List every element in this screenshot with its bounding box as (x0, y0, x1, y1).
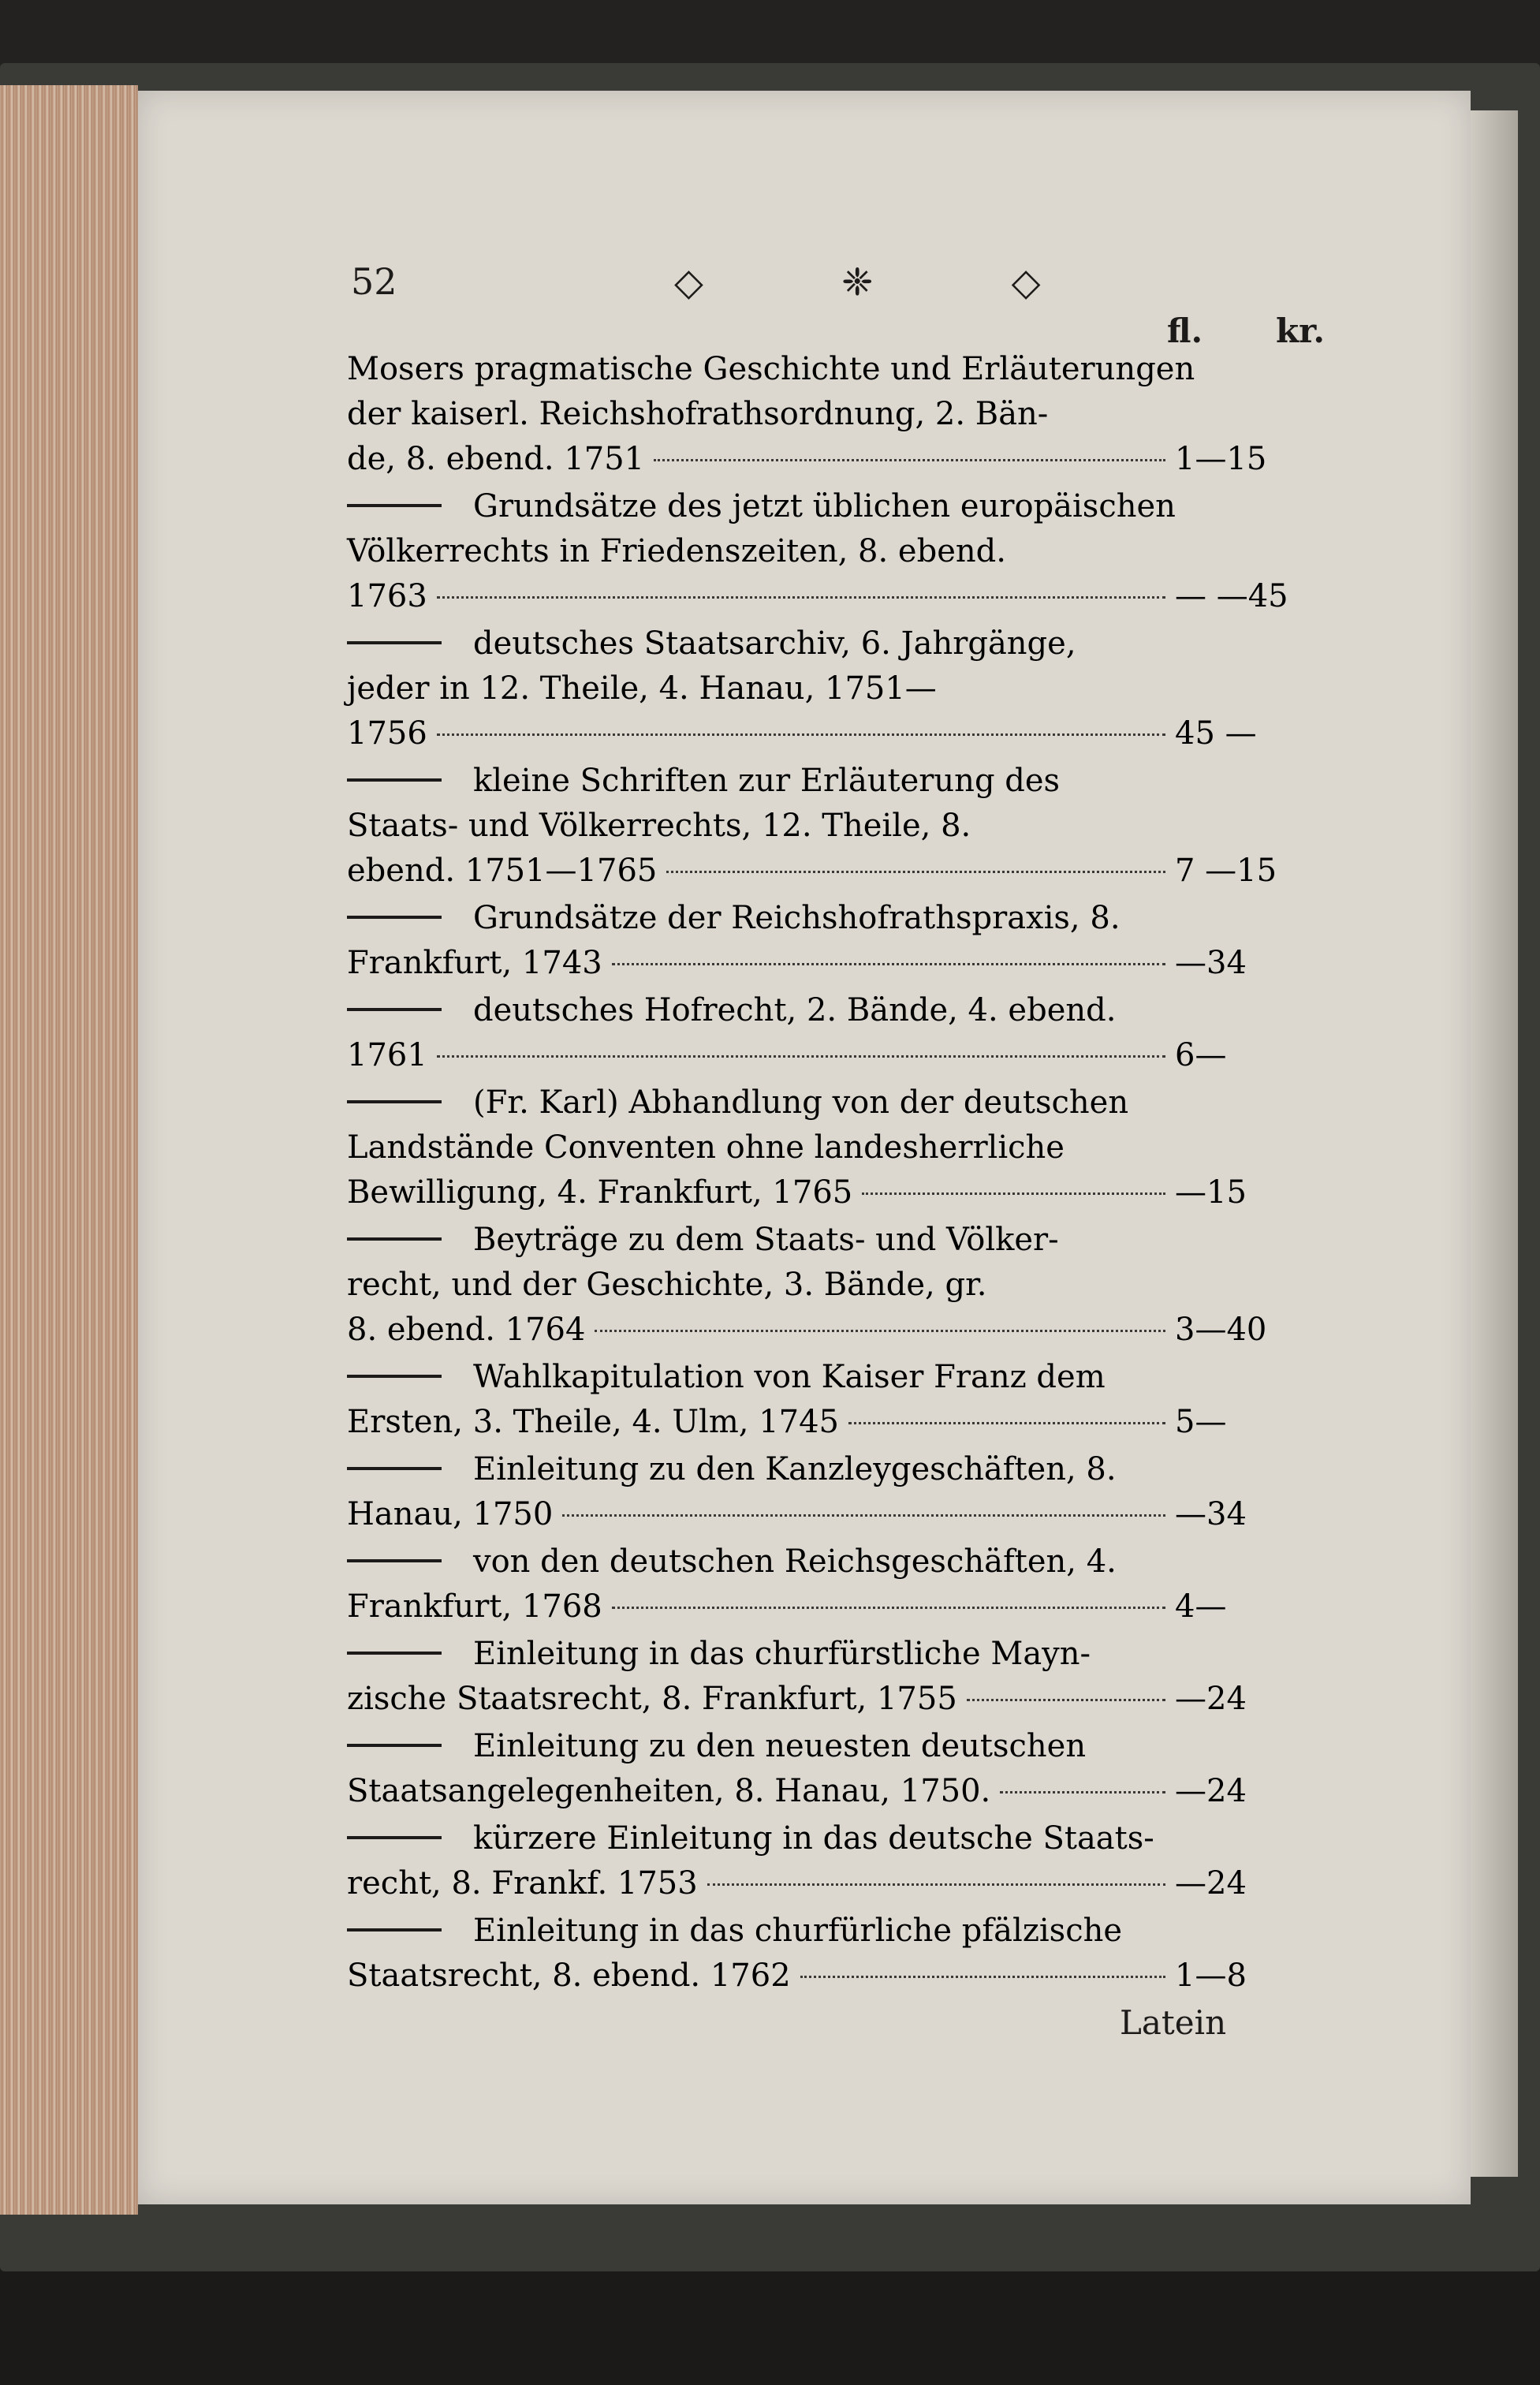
entry-text: Staats- und Völkerrechts, 12. Theile, 8. (347, 808, 971, 844)
entry-text: Völkerrechts in Friedenszeiten, 8. ebend. (347, 533, 1006, 569)
catalog-entry (347, 1540, 1325, 1629)
entry-text: de, 8. ebend. 1751 (347, 441, 645, 477)
repeat-author-dash (347, 1928, 442, 1932)
entry-text: recht, und der Geschichte, 3. Bände, gr. (347, 1267, 987, 1303)
entry-text: 8. ebend. 1764 (347, 1312, 586, 1348)
dot-leader (848, 1422, 1165, 1424)
dot-leader (1000, 1791, 1165, 1793)
entry-price: 7 —15 (1175, 853, 1277, 889)
repeat-author-dash (347, 641, 442, 644)
catalog-entry (347, 484, 1325, 619)
entry-price: 3—40 (1175, 1312, 1267, 1348)
repeat-author-dash (347, 1100, 442, 1103)
catalog-entries (347, 347, 1325, 2001)
entry-line (347, 804, 1325, 849)
entry-line (347, 1540, 1325, 1584)
column-kr: kr. (1276, 312, 1325, 350)
entry-text: Grundsätze des jetzt üblichen europäischen (473, 488, 1176, 524)
catalog-entry (347, 1355, 1325, 1445)
entry-price: 4— (1175, 1588, 1227, 1625)
entry-text: Hanau, 1750 (347, 1496, 554, 1532)
entry-line (347, 1632, 1325, 1677)
repeat-author-dash (347, 916, 442, 919)
dot-leader (612, 963, 1165, 965)
entry-line (347, 1308, 1325, 1353)
dot-leader (800, 1976, 1165, 1978)
entry-price: 5— (1175, 1404, 1227, 1440)
entry-line (347, 574, 1325, 619)
entry-price: —24 (1175, 1773, 1247, 1809)
catchword: Latein (1120, 2003, 1227, 2042)
entry-text: Bewilligung, 4. Frankfurt, 1765 (347, 1174, 853, 1211)
entry-price: —34 (1175, 1496, 1247, 1532)
entry-line (347, 666, 1325, 711)
dot-leader (707, 1883, 1165, 1886)
entry-text: Ersten, 3. Theile, 4. Ulm, 1745 (347, 1404, 840, 1440)
entry-text: kürzere Einleitung in das deutsche Staats- (473, 1820, 1154, 1857)
entry-line (347, 347, 1325, 392)
entry-line (347, 759, 1325, 804)
catalog-entry (347, 1447, 1325, 1537)
entry-text: Grundsätze der Reichshofrathspraxis, 8. (473, 900, 1121, 936)
entry-line (347, 1861, 1325, 1906)
entry-text: kleine Schriften zur Erläuterung des (473, 763, 1061, 799)
entry-text: Mosers pragmatische Geschichte und Erläuterungen (347, 351, 1195, 387)
column-fl: fl. (1167, 312, 1203, 350)
catalog-entry (347, 896, 1325, 986)
repeat-author-dash (347, 1237, 442, 1241)
repeat-author-dash (347, 504, 442, 507)
entry-text: zische Staatsrecht, 8. Frankfurt, 1755 (347, 1681, 957, 1717)
entry-line (347, 1677, 1325, 1722)
entry-text: ebend. 1751—1765 (347, 853, 658, 889)
entry-text: Wahlkapitulation von Kaiser Franz dem (473, 1359, 1106, 1395)
catalog-entry (347, 1081, 1325, 1215)
entry-text: Einleitung in das churfürliche pfälzische (473, 1913, 1123, 1949)
entry-line (347, 988, 1325, 1033)
entry-line (347, 1584, 1325, 1629)
entry-text: Frankfurt, 1768 (347, 1588, 602, 1625)
page-number: 52 (351, 260, 397, 303)
entry-line (347, 392, 1325, 437)
entry-line (347, 1081, 1325, 1125)
header-ornament: ◇ ❈ ◇ (674, 260, 1104, 304)
entry-line (347, 1218, 1325, 1263)
catalog-entry (347, 621, 1325, 756)
entry-text: 1756 (347, 715, 427, 752)
entry-line (347, 1400, 1325, 1445)
catalog-entry (347, 988, 1325, 1078)
entry-line (347, 849, 1325, 894)
repeat-author-dash (347, 778, 442, 782)
dot-leader (862, 1192, 1165, 1195)
dot-leader (562, 1514, 1165, 1517)
dot-leader (654, 459, 1165, 461)
dot-leader (967, 1699, 1165, 1701)
entry-line (347, 1263, 1325, 1308)
repeat-author-dash (347, 1744, 442, 1747)
entry-text: Einleitung zu den Kanzleygeschäften, 8. (473, 1451, 1117, 1487)
entry-line (347, 1769, 1325, 1814)
entry-text: recht, 8. Frankf. 1753 (347, 1865, 698, 1902)
dot-leader (666, 871, 1165, 873)
entry-line (347, 1909, 1325, 1954)
entry-line (347, 621, 1325, 666)
repeat-author-dash (347, 1008, 442, 1011)
entry-text: jeder in 12. Theile, 4. Hanau, 1751— (347, 670, 937, 707)
entry-text: 1761 (347, 1037, 427, 1073)
entry-price: 1—15 (1175, 441, 1267, 477)
entry-line (347, 1170, 1325, 1215)
entry-text: Landstände Conventen ohne landesherrliche (347, 1129, 1065, 1166)
entry-text: deutsches Staatsarchiv, 6. Jahrgänge, (473, 625, 1076, 662)
entry-line (347, 1125, 1325, 1170)
entry-price: —15 (1175, 1174, 1247, 1211)
entry-line (347, 1724, 1325, 1769)
catalog-entry (347, 1218, 1325, 1353)
entry-text: (Fr. Karl) Abhandlung von der deutschen (473, 1084, 1129, 1121)
entry-text: deutsches Hofrecht, 2. Bände, 4. ebend. (473, 992, 1117, 1028)
entry-line (347, 1492, 1325, 1537)
entry-price: 1—8 (1175, 1958, 1247, 1994)
entry-price: — —45 (1175, 578, 1288, 614)
entry-line (347, 711, 1325, 756)
entry-text: Staatsangelegenheiten, 8. Hanau, 1750. (347, 1773, 991, 1809)
entry-text: Frankfurt, 1743 (347, 945, 602, 981)
entry-line (347, 1954, 1325, 1999)
dot-leader (612, 1607, 1165, 1609)
entry-price: —24 (1175, 1865, 1247, 1902)
entry-line (347, 529, 1325, 574)
entry-line (347, 1447, 1325, 1492)
catalog-entry (347, 1909, 1325, 1999)
entry-line (347, 484, 1325, 529)
entry-line (347, 1355, 1325, 1400)
entry-text: von den deutschen Reichsgeschäften, 4. (473, 1543, 1117, 1580)
entry-text: Einleitung zu den neuesten deutschen (473, 1728, 1087, 1764)
entry-line (347, 1033, 1325, 1078)
repeat-author-dash (347, 1652, 442, 1655)
entry-line (347, 896, 1325, 941)
repeat-author-dash (347, 1467, 442, 1470)
catalog-entry (347, 1632, 1325, 1722)
catalog-entry (347, 759, 1325, 894)
entry-line (347, 941, 1325, 986)
entry-line (347, 437, 1325, 482)
dot-leader (437, 733, 1165, 736)
dot-leader (595, 1330, 1165, 1332)
repeat-author-dash (347, 1375, 442, 1378)
catalog-entry (347, 347, 1325, 482)
facing-page-edge (1471, 110, 1518, 2177)
entry-price: —24 (1175, 1681, 1247, 1717)
repeat-author-dash (347, 1836, 442, 1839)
entry-text: 1763 (347, 578, 427, 614)
catalog-entry (347, 1816, 1325, 1906)
entry-text: Beyträge zu dem Staats- und Völker- (473, 1222, 1059, 1258)
catalog-entry (347, 1724, 1325, 1814)
entry-text: Einleitung in das churfürstliche Mayn- (473, 1636, 1091, 1672)
entry-price: 45 — (1175, 715, 1257, 752)
page-edges (0, 85, 138, 2215)
price-column-headers (1167, 312, 1325, 350)
dot-leader (437, 596, 1165, 599)
entry-price: 6— (1175, 1037, 1227, 1073)
entry-text: Staatsrecht, 8. ebend. 1762 (347, 1958, 791, 1994)
entry-price: —34 (1175, 945, 1247, 981)
entry-text: der kaiserl. Reichshofrathsordnung, 2. Bän- (347, 396, 1049, 432)
repeat-author-dash (347, 1559, 442, 1562)
dot-leader (437, 1055, 1165, 1058)
entry-line (347, 1816, 1325, 1861)
